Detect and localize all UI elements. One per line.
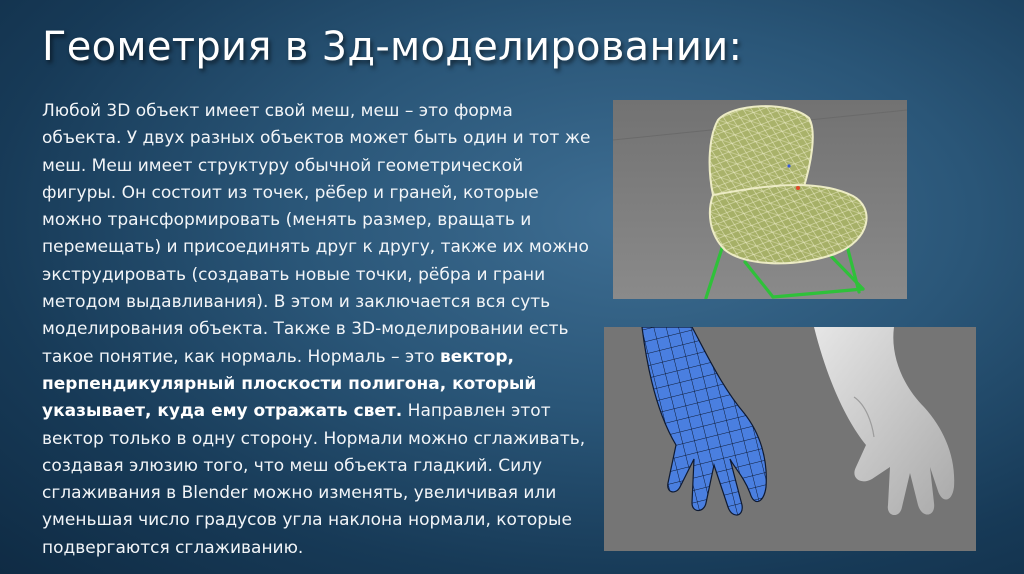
chair-mesh-image xyxy=(613,100,907,299)
chair-mesh-illustration xyxy=(613,100,907,299)
hands-normals-image xyxy=(604,327,976,551)
body-paragraph xyxy=(42,98,597,562)
paragraph-text-1: Любой 3D объект имеет свой меш, меш – это форма объекта. У двух разных объектов может быть один и тот же меш. Меш имеет структуру обычной геометрической фигуры. Он состоит из точек, рёбер и граней, которые можно трансформировать (менять размер, вращать и перемещать) и присоединять друг к другу, также их можно экструдировать (создавать новые точки, рёбра и грани методом выдавливания). В этом и заключается вся суть моделирования объекта. Также в 3D-моделировании есть такое понятие, как нормаль. Нормаль – это xyxy=(42,101,591,367)
paragraph-text-2: Направлен этот вектор только в одну сторону. Нормали можно сглаживать, создавая элюзию того, что меш объекта гладкий. Силу сглаживания в Blender можно изменять, увеличивая или уменьшая число градусов угла наклона нормали, которые подвергаются сглаживанию. xyxy=(42,401,586,558)
hands-illustration xyxy=(604,327,976,551)
slide-title: Геометрия в 3д-моделировании: xyxy=(42,24,743,70)
paragraph-bold-text: вектор, перпендикулярный плоскости полигона, который указывает, куда ему отражать свет. xyxy=(42,346,537,422)
